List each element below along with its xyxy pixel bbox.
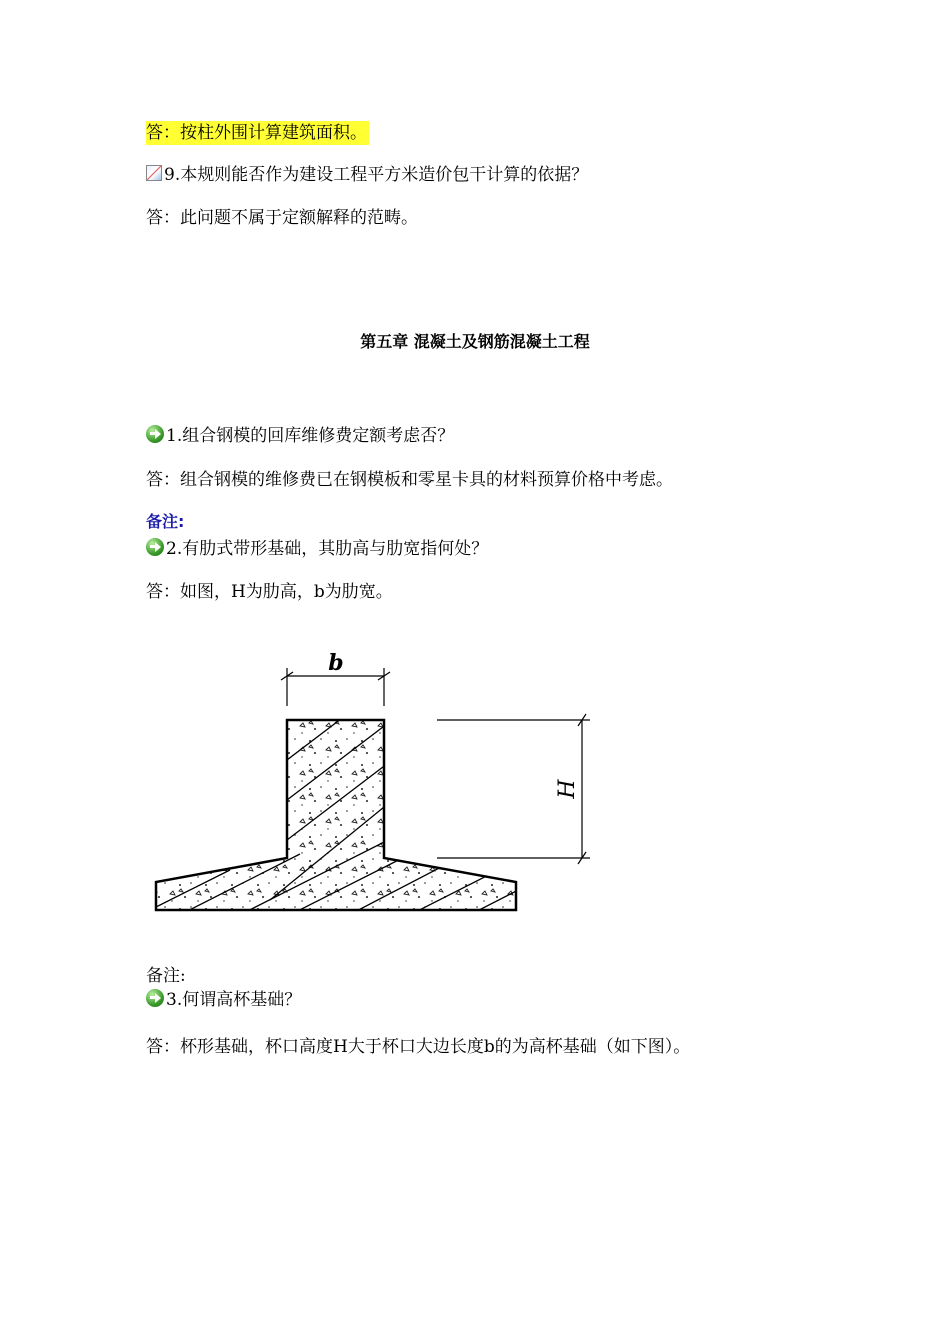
answer-2 bbox=[146, 580, 393, 604]
answer-text: 答：如图，H为肋高，b为肋宽。 bbox=[146, 582, 393, 602]
answer-text: 答：按柱外围计算建筑面积。 bbox=[146, 123, 367, 143]
question-text: 3.何谓高杯基础？ bbox=[166, 990, 302, 1010]
answer-1 bbox=[146, 468, 673, 492]
answer-3 bbox=[146, 1035, 690, 1059]
answer-text: 答：组合钢模的维修费已在钢模板和零星卡具的材料预算价格中考虑。 bbox=[146, 470, 673, 490]
answer-highlighted bbox=[146, 121, 369, 145]
question-1 bbox=[146, 424, 454, 448]
question-3 bbox=[146, 988, 301, 1012]
question-2 bbox=[146, 537, 488, 561]
arrow-bullet-icon[interactable] bbox=[146, 425, 164, 443]
note-label: 备注: bbox=[146, 966, 186, 986]
arrow-bullet-icon[interactable] bbox=[146, 989, 164, 1007]
ribbed-strip-foundation-figure bbox=[150, 640, 600, 920]
note-label-blue: 备注: bbox=[146, 512, 185, 531]
concrete-hatch bbox=[150, 674, 530, 920]
question-text: 1.组合钢模的回库维修费定额考虑否？ bbox=[166, 426, 455, 446]
question-text: 2.有肋式带形基础，其肋高与肋宽指何处？ bbox=[166, 539, 489, 559]
answer-text: 答：杯形基础，杯口高度H大于杯口大边长度b的为高杯基础（如下图）。 bbox=[146, 1037, 691, 1057]
question-text: 9.本规则能否作为建设工程平方米造价包干计算的依据？ bbox=[164, 165, 589, 185]
chapter-title: 第五章 混凝土及钢筋混凝土工程 bbox=[360, 332, 590, 351]
arrow-bullet-icon[interactable] bbox=[146, 538, 164, 556]
answer-9 bbox=[146, 206, 418, 230]
label-b: b bbox=[328, 650, 344, 676]
question-9 bbox=[146, 163, 588, 187]
label-H: H bbox=[555, 779, 580, 799]
broken-image-icon bbox=[146, 165, 162, 181]
answer-text: 答：此问题不属于定额解释的范畴。 bbox=[146, 208, 418, 228]
